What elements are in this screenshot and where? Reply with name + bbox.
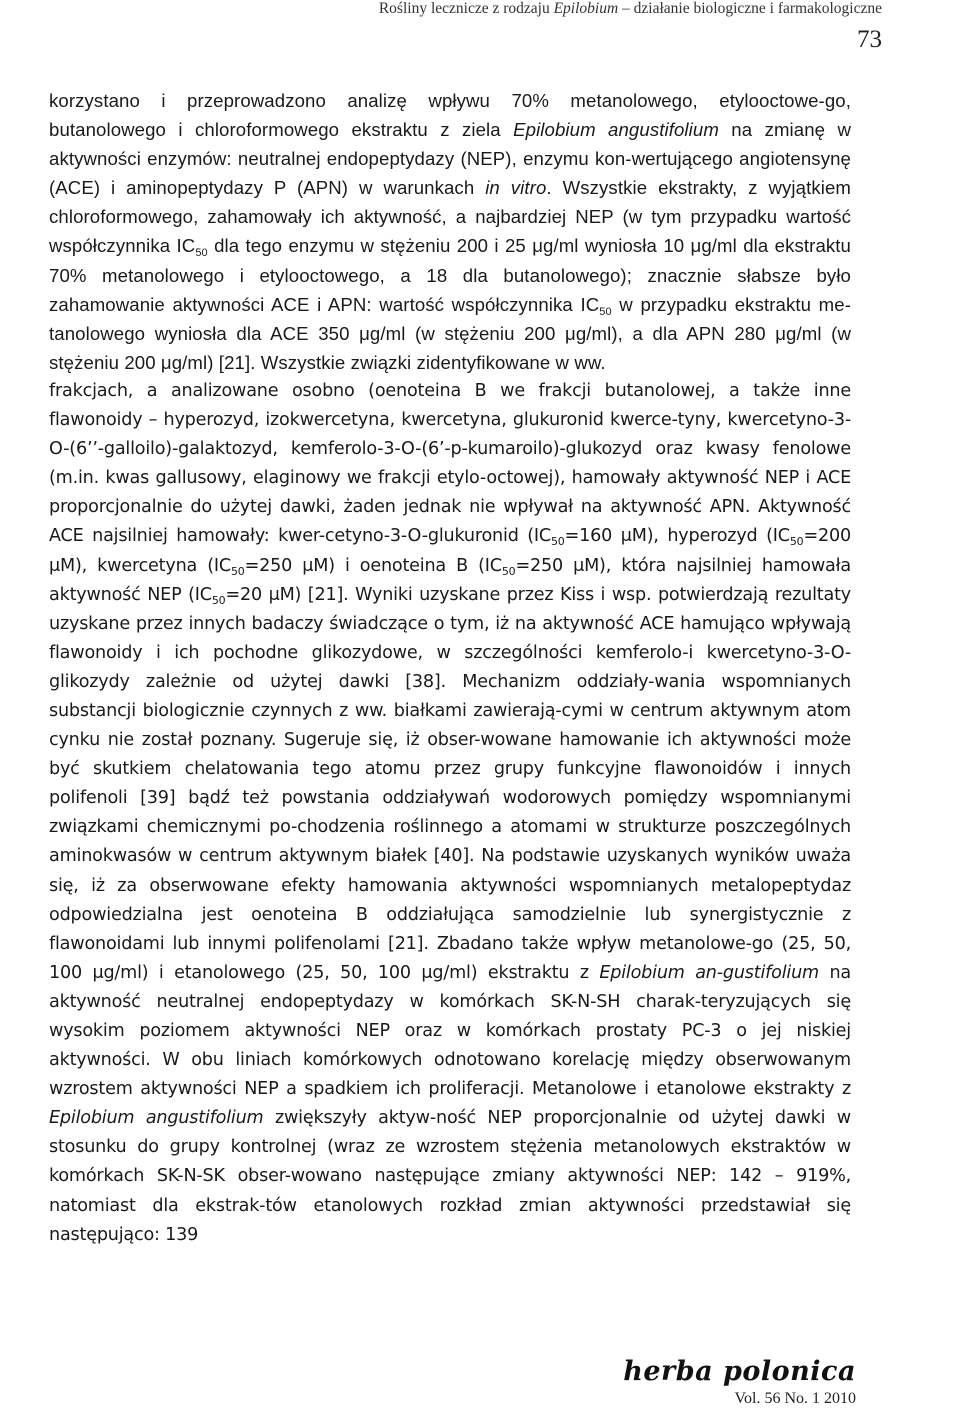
p2-subscript: 50 xyxy=(211,593,226,607)
p2-text-b: =160 μM), hyperozyd (IC xyxy=(564,526,790,547)
p2-text-d: =250 μM) i oenoteina B (IC xyxy=(244,555,502,576)
running-head-genus: Epilobium xyxy=(553,0,619,17)
running-head-prefix: Rośliny lecznicze z rodzaju xyxy=(378,0,554,17)
running-head xyxy=(0,0,882,18)
paragraph-1 xyxy=(49,86,851,377)
p1-text-e: . Wszystkie ekstrakty, z wyjątkiem chloroformowego, zahamowały ich aktywność, a najbardziej NEP (w tym przypadku wartość współczynnika IC xyxy=(49,177,851,257)
p2-text-f: =20 μM) [21]. Wyniki uzyskane przez Kiss i wsp. potwierdzają rezultaty uzyskane przez innych badaczy świadczące o tym, iż na aktywność ACE hamująco wpływają flawonoidy i ich pochodne glikozydowe, w szczególności kemferolo-i kwercetyno-3-O-glikozydy zależnie od użytej dawki [38]. Mechanizm oddziały-wania wspomnianych substancji biologicznie czynnych z ww. białkami zawierają-cymi w centrum aktywnym atom cynku nie został poznany. Sugeruje się, iż obser-wowane hamowanie ich aktywności może być skutkiem chelatowania tego atomu przez grupy funkcyjne flawonoidów i innych polifenoli [39] bądź też powstania oddziaływań wodorowych pomiędzy wspomnianymi związkami chemicznymi po-chodzenia roślinnego a atomami w strukturze poszczególnych aminokwasów w centrum aktywnym białek [40]. Na podstawie uzyskanych wyników uważa się, iż za obserwowane efekty hamowania aktywności wspomnianych metalopeptydaz odpowiedzialna jest oenoteina B oddziałująca samodzielnie lub synergistycznie z flawonoidami lub innymi polifenolami [21]. Zbadano także wpływ metanolowe-go (25, 50, 100 μg/ml) i etanolowego (25, 50, 100 μg/ml) ekstraktu z xyxy=(49,584,851,983)
issue-info: Vol. 56 No. 1 2010 xyxy=(734,1390,856,1407)
p1-species: Epilobium angustifolium xyxy=(513,119,719,141)
p2-text-c: =200 μM), kwercetyna (IC xyxy=(49,526,851,576)
p1-text-a: korzystano i przeprowadzono analizę wpływu 70% metanolowego, etylooctowe-go, butanolowego i chloroformowego ekstraktu z ziela xyxy=(49,90,851,141)
p1-text-c: na zmianę w aktywności enzymów: neutralnej endopeptydazy (NEP), enzymu kon-wertującego angiotensynę (ACE) i aminopeptydazy P (APN) w warunkach xyxy=(49,119,852,199)
p2-text-h: na aktywność neutralnej endopeptydazy w komórkach SK-N-SH charak-teryzujących się wysokim poziomem aktywności NEP oraz w komórkach prostaty PC-3 o jej niskiej aktywności. W obu liniach komórkowych odnotowano korelację między obserwowanym wzrostem aktywności NEP a spadkiem ich proliferacji. Metanolowe i etanolowe ekstrakty z xyxy=(49,962,851,1100)
p2-subscript: 50 xyxy=(551,535,565,549)
p1-subscript: 50 xyxy=(195,247,208,260)
journal-logo: herba polonica xyxy=(623,1356,856,1387)
p2-text-j: zwiększyły aktyw-ność NEP proporcjonalnie od użytej dawki w stosunku do grupy kontrolnej (wraz ze wzrostem stężenia metanolowych ekstraktów w komórkach SK-N-SK obser-wowano następujące zmiany aktywności NEP: 142 – 919%, natomiast dla ekstrak-tów etanolowych rozkład zmian aktywności przedstawiał się następująco: 139 xyxy=(49,1108,851,1245)
paragraph-2 xyxy=(49,377,851,1250)
page-number: 73 xyxy=(857,26,882,53)
p2-species: Epilobium angustifolium xyxy=(49,1108,264,1129)
p2-text-e: =250 μM), która najsilniej hamowała aktywność NEP (IC xyxy=(49,555,852,605)
p1-in-vitro: in vitro xyxy=(485,177,547,199)
p2-text-a: frakcjach, a analizowane osobno (oenoteina B we frakcji butanolowej, a także inne flawonoidy – hyperozyd, izokwercetyna, kwercetyna, glukuronid kwerce-tyny, kwercetyno-3-O-(6’’-galloilo)-galaktozyd, kemferolo-3-O-(6’-p-kumaroilo)-glukozyd oraz kwasy fenolowe (m.in. kwas gallusowy, elaginowy we frakcji etylo-octowej), hamowały aktywność NEP i ACE proporcjonalnie do użytej dawki, żaden jednak nie wpływał na aktywność APN. Aktywność ACE najsilniej hamowały: kwer-cetyno-3-O-glukuronid (IC xyxy=(49,380,851,547)
p2-species: Epilobium an-gustifolium xyxy=(599,962,819,983)
p2-subscript: 50 xyxy=(789,535,804,549)
p2-subscript: 50 xyxy=(230,564,245,578)
article-body xyxy=(49,86,851,1250)
p2-subscript: 50 xyxy=(501,564,516,578)
running-head-suffix: – działanie biologiczne i farmakologiczne xyxy=(618,0,882,17)
p1-text-f: dla tego enzymu w stężeniu 200 i 25 μg/ml wyniosła 10 μg/ml dla ekstraktu 70% metanolowego i etylooctowego, a 18 dla butanolowego); znacznie słabsze było zahamowanie aktywności ACE i APN: wartość współczynnika IC xyxy=(49,235,851,315)
p1-text-g: w przypadku ekstraktu me-tanolowego wyniosła dla ACE 350 μg/ml (w stężeniu 200 μg/ml), a dla APN 280 μg/ml (w stężeniu 200 μg/ml) [21]. Wszystkie związki zidentyfikowane w ww. xyxy=(49,293,852,373)
p1-subscript: 50 xyxy=(599,305,612,318)
